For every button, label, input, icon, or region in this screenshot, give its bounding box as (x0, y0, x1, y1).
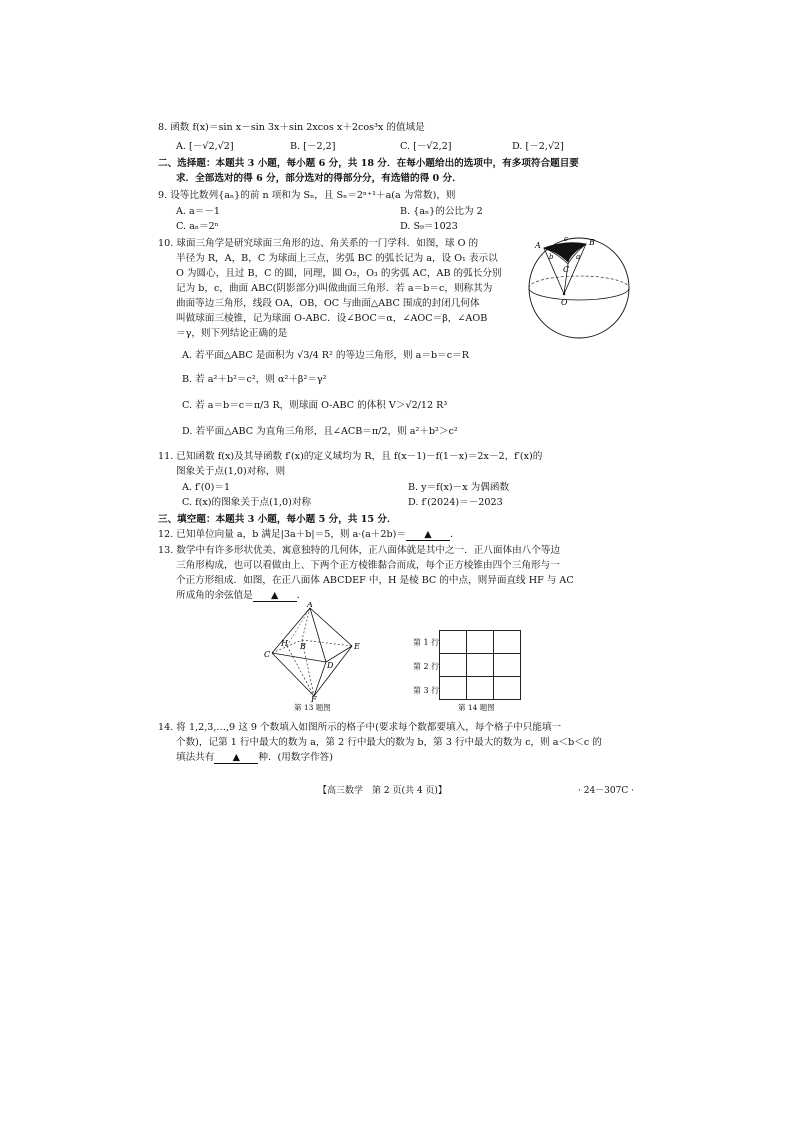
question-10-line-1: 10. 球面三角学是研究球面三角形的边、角关系的一门学科．如图，球 O 的 (158, 238, 479, 249)
label-c: C (563, 265, 570, 274)
row-label-2: 第 2 行 (413, 662, 440, 671)
row-label-3: 第 3 行 (413, 686, 440, 695)
question-10-line-4: 记为 b，c，曲面 ABC(阴影部分)叫做曲面三角形．若 a＝b＝c，则称其为 (176, 283, 493, 294)
section-2-line-1: 二、选择题：本题共 3 小题，每小题 6 分，共 18 分．在每小题给出的选项中，有多项符合题目要 (158, 158, 579, 169)
question-14-last-post: 种．(用数字作答) (258, 752, 334, 763)
question-10-line-3: O 为圆心，且过 B，C 的圆，同理，圆 O₂，O₃ 的劣弧 AC，AB 的弧长分别 (176, 268, 502, 279)
answer-blank: ▲ (406, 530, 450, 541)
answer-blank: ▲ (214, 753, 258, 764)
label-b: B (589, 238, 595, 247)
option-d: D. f′(2024)＝－2023 (408, 497, 503, 508)
question-10-line-6: 叫做球面三棱锥，记为球面 O-ABC．设∠BOC＝α，∠AOC＝β，∠AOB (176, 313, 488, 324)
page-footer-code: · 24－307C · (578, 786, 634, 796)
question-14-line-1: 14. 将 1,2,3,…,9 这 9 个数填入如图所示的格子中(要求每个数都要填入，每个格子中只能填一 (158, 722, 562, 733)
question-10-line-5: 曲面等边三角形，线段 OA，OB，OC 与曲面△ABC 围成的封闭几何体 (176, 298, 480, 309)
label-c: C (264, 650, 271, 659)
option-a: A. f′(0)＝1 (182, 482, 231, 493)
label-a: A (535, 241, 541, 250)
question-10-line-7: ＝γ，则下列结论正确的是 (176, 328, 288, 339)
option-a: A. 若平面△ABC 是面积为 √3/4 R² 的等边三角形，则 a＝b＝c＝R (182, 350, 469, 361)
label-a: A (307, 602, 313, 609)
option-d: D. 若平面△ABC 为直角三角形，且∠ACB＝π/2，则 a²＋b²＞c² (182, 426, 458, 437)
question-10-line-2: 半径为 R，A，B，C 为球面上三点，劣弧 BC 的弧长记为 a，设 O₁ 表示以 (176, 253, 498, 264)
label-arc-b: b (549, 253, 554, 261)
question-13-line-1: 13. 数学中有许多形状优美、寓意独特的几何体，正八面体就是其中之一．正八面体由八个等边 (158, 545, 561, 556)
question-13-last: 所成角的余弦值是 (176, 590, 253, 601)
question-12-text: 12. 已知单位向量 a，b 满足|3a＋b|＝5，则 a·(a＋2b)＝ (158, 529, 406, 540)
section-2-line-2: 求．全部选对的得 6 分，部分选对的得部分分，有选错的得 0 分． (176, 173, 462, 184)
option-d: D. S₉＝1023 (400, 221, 458, 232)
label-h: H (281, 639, 288, 648)
option-c: C. [－√2,2] (400, 141, 452, 152)
option-b: B. [－2,2] (290, 141, 336, 152)
row-label-1: 第 1 行 (413, 638, 440, 647)
option-d: D. [－2,√2] (512, 141, 564, 152)
label-arc-c: c (564, 235, 568, 243)
option-a: A. [－√2,√2] (176, 141, 234, 152)
section-3-heading: 三、填空题：本题共 3 小题，每小题 5 分，共 15 分． (158, 514, 397, 525)
question-14-last-pre: 填法共有 (176, 752, 215, 763)
label-e: E (354, 642, 360, 651)
option-c: C. f(x)的图象关于点(1,0)对称 (182, 497, 312, 508)
label-o: O (561, 298, 568, 307)
label-d: D (327, 661, 334, 670)
question-9-stem: 9. 设等比数列{aₙ}的前 n 项和为 Sₙ，且 Sₙ＝2ⁿ⁺¹＋a(a 为常数)，则 (158, 190, 456, 201)
question-12-end: ． (449, 529, 460, 540)
figure-14-caption: 第 14 题图 (458, 703, 495, 712)
question-14-line-3 (176, 752, 333, 764)
question-13-line-3: 个正方形组成．如图，在正八面体 ABCDEF 中，H 是棱 BC 的中点，则异面直线 HF 与 AC (176, 575, 574, 586)
question-11-line-2: 图象关于点(1,0)对称，则 (176, 466, 286, 477)
question-8-stem: 8. 函数 f(x)＝sin x－sin 3x＋sin 2xcos x＋2cos³x 的值域是 (158, 122, 425, 133)
question-13-line-2: 三角形构成，也可以看做由上、下两个正方棱锥黏合而成，每个正方棱锥由四个三角形与一 (176, 560, 560, 571)
question-14-line-2: 个数)，记第 1 行中最大的数为 a，第 2 行中最大的数为 b，第 3 行中最大的数为 c，则 a＜b＜c 的 (176, 737, 602, 748)
label-b: B (300, 642, 306, 651)
option-b: B. y＝f(x)－x 为偶函数 (408, 482, 510, 493)
label-f: F (311, 695, 317, 702)
option-c: C. 若 a＝b＝c＝π/3 R，则球面 O-ABC 的体积 V＞√2/12 R³ (182, 400, 448, 411)
label-arc-a: a (576, 253, 581, 261)
option-c: C. aₙ＝2ⁿ (176, 221, 219, 232)
question-11-line-1: 11. 已知函数 f(x)及其导函数 f′(x)的定义域均为 R，且 f(x－1)－f(1－x)＝2x－2，f′(x)的 (158, 451, 543, 462)
answer-blank: ▲ (253, 591, 297, 602)
figure-13-caption: 第 13 题图 (294, 703, 331, 712)
option-b: B. {aₙ}的公比为 2 (400, 206, 483, 217)
page-footer-center: 【高三数学 第 2 页(共 4 页)】 (318, 786, 447, 796)
option-b: B. 若 a²＋b²＝c²，则 α²＋β²＝γ² (182, 374, 327, 385)
question-13-end: ． (296, 590, 307, 601)
option-a: A. a＝－1 (176, 206, 221, 217)
